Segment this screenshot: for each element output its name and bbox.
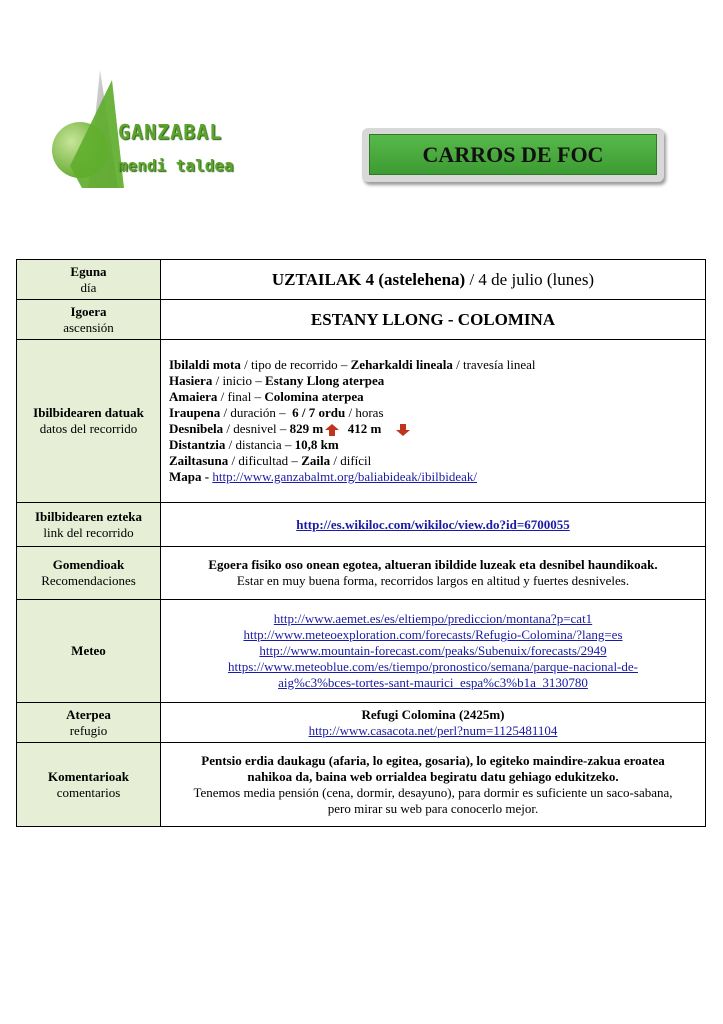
page-title: CARROS DE FOC	[369, 134, 657, 175]
key-es: / duración –	[220, 405, 293, 420]
value-meteo	[161, 600, 706, 703]
meteo-link-meteoblue-cont[interactable]: aig%c3%bces-tortes-sant-maurici_espa%c3%b1a_3130780	[278, 675, 588, 690]
line-zailtasuna	[169, 453, 697, 469]
comment-eu: Pentsio erdia daukagu (afaria, lo egitea, gosaria), lo egiteko maindire-zakua eroatea nahikoa da, baina web orrialdea begiratu datu gehiago edukitzeko.	[201, 752, 665, 784]
label-eu: Aterpea	[66, 706, 111, 722]
key-eu: Hasiera	[169, 373, 213, 388]
val-eu: Zaila	[301, 453, 331, 468]
label-gomendioak	[17, 547, 161, 600]
value-datuak	[161, 340, 706, 503]
line-distantzia	[169, 437, 697, 453]
descent-value: 412 m	[347, 421, 382, 436]
label-komentarioak	[17, 743, 161, 827]
label-eu: Meteo	[71, 643, 106, 658]
meteo-link-mountain-forecast[interactable]: http://www.mountain-forecast.com/peaks/Subenuix/forecasts/2949	[259, 643, 607, 658]
ascent-value: 829 m	[289, 421, 324, 436]
meteo-link-meteoexploration[interactable]: http://www.meteoexploration.com/forecasts/Refugio-Colomina/?lang=es	[243, 627, 623, 642]
label-es: datos del recorrido	[39, 421, 138, 436]
date-es: 4 de julio (lunes)	[478, 269, 595, 289]
key-eu: Distantzia	[169, 437, 226, 452]
label-datuak	[17, 340, 161, 503]
down-arrow-icon	[396, 424, 410, 436]
row-eguna	[17, 260, 706, 300]
label-eu: Ibilbidearen ezteka	[34, 508, 142, 524]
value-igoera: ESTANY LLONG - COLOMINA	[161, 300, 706, 340]
val-es: / travesía lineal	[452, 357, 536, 372]
date-eu: UZTAILAK 4 (astelehena)	[271, 269, 466, 289]
label-eu: Eguna	[70, 263, 107, 279]
value-komentarioak	[161, 743, 706, 827]
val: Colomina aterpea	[264, 389, 364, 404]
val: 10,8 km	[294, 437, 339, 452]
logo-text-main: GANZABAL	[118, 120, 223, 144]
label-eu: Komentarioak	[48, 768, 129, 784]
label-es: refugio	[69, 722, 108, 738]
key-eu: Iraupena	[169, 405, 221, 420]
date-separator: /	[465, 269, 479, 289]
val-eu: Zeharkaldi lineala	[350, 357, 453, 372]
key-es: / desnivel –	[223, 421, 290, 436]
value-gomendioak	[161, 547, 706, 600]
route-info-table	[16, 259, 706, 827]
up-arrow-icon	[325, 424, 339, 436]
meteo-link-meteoblue[interactable]: https://www.meteoblue.com/es/tiempo/pronostico/semana/parque-nacional-de-	[228, 659, 638, 674]
label-es: ascensión	[63, 319, 114, 335]
label-aterpea	[17, 703, 161, 743]
comment-es: Tenemos media pensión (cena, dormir, desayuno), para dormir es suficiente un saco-sabana, pero mirar su web para conocerlo mejor.	[193, 784, 673, 816]
label-eu: Igoera	[70, 303, 107, 319]
row-meteo	[17, 600, 706, 703]
row-aterpea	[17, 703, 706, 743]
map-link[interactable]: http://www.ganzabalmt.org/baliabideak/ibilbideak/	[212, 469, 477, 484]
label-es: día	[80, 279, 97, 295]
recommendation-eu: Egoera fisiko oso onean egotea, altueran ibildide luzeak eta desnibel haundikoak.	[208, 557, 658, 572]
row-datuak	[17, 340, 706, 503]
line-hasiera	[169, 373, 697, 389]
key-es: / final –	[217, 389, 265, 404]
label-igoera	[17, 300, 161, 340]
refuge-name: Refugi Colomina (2425m)	[361, 706, 505, 722]
label-eguna	[17, 260, 161, 300]
meteo-link-aemet[interactable]: http://www.aemet.es/es/eltiempo/prediccion/montana?p=cat1	[273, 611, 593, 626]
title-box	[362, 128, 664, 182]
logo-text-sub: mendi taldea	[118, 156, 234, 175]
val-es: / difícil	[330, 453, 372, 468]
key-eu: Desnibela	[169, 421, 224, 436]
row-igoera	[17, 300, 706, 340]
val: 6 / 7 ordu	[292, 405, 346, 420]
unit: / horas	[345, 405, 384, 420]
key-eu: Ibilaldi mota	[169, 357, 241, 372]
key: Mapa -	[169, 469, 213, 484]
key-eu: Amaiera	[169, 389, 218, 404]
label-eu: Ibilbidearen datuak	[33, 405, 144, 420]
line-ibilaldi	[169, 357, 697, 373]
line-mapa	[169, 469, 697, 485]
key-es: / tipo de recorrido –	[240, 357, 351, 372]
label-es: Recomendaciones	[41, 573, 136, 588]
value-ezteka	[161, 503, 706, 547]
label-eu: Gomendioak	[52, 557, 125, 572]
value-eguna	[161, 260, 706, 300]
recommendation-es: Estar en muy buena forma, recorridos largos en altitud y fuertes desniveles.	[236, 573, 630, 588]
row-gomendioak	[17, 547, 706, 600]
label-ezteka	[17, 503, 161, 547]
key-es: / dificultad –	[228, 453, 302, 468]
value-aterpea	[161, 703, 706, 743]
key-es: / distancia –	[225, 437, 295, 452]
line-desnibela	[169, 421, 697, 437]
key-es: / inicio –	[212, 373, 266, 388]
refuge-link[interactable]: http://www.casacota.net/perl?num=1125481104	[308, 722, 558, 738]
label-es: comentarios	[56, 784, 121, 800]
val: Estany Llong aterpea	[265, 373, 385, 388]
label-meteo	[17, 600, 161, 703]
row-komentarioak	[17, 743, 706, 827]
wikiloc-link[interactable]: http://es.wikiloc.com/wikiloc/view.do?id=6700055	[296, 516, 570, 532]
key-eu: Zailtasuna	[169, 453, 229, 468]
label-es: link del recorrido	[43, 524, 134, 540]
line-amaiera	[169, 389, 697, 405]
line-iraupena	[169, 405, 697, 421]
row-ezteka	[17, 503, 706, 547]
